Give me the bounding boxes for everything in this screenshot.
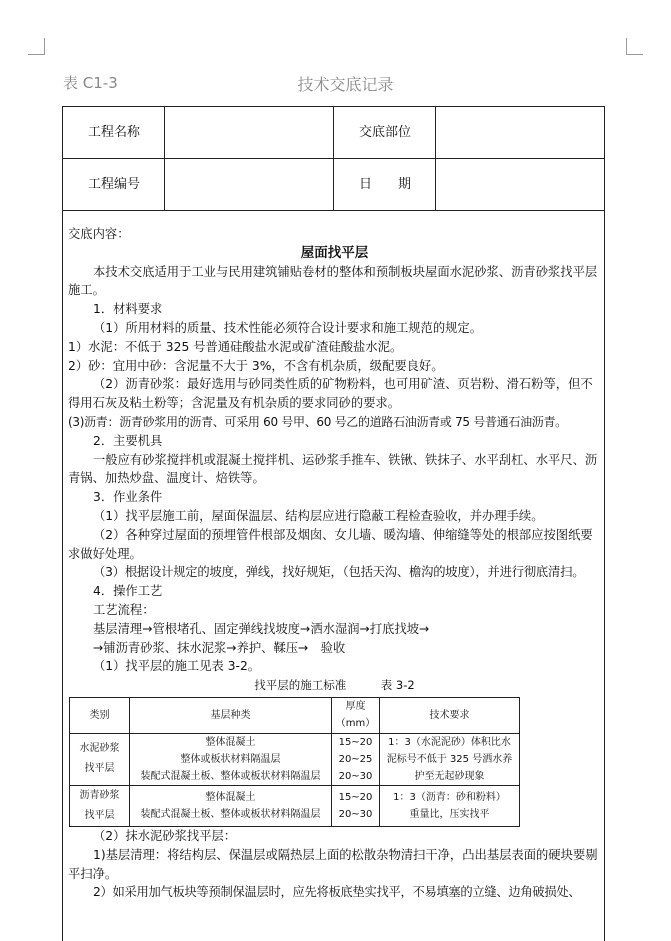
- paragraph: （1）找平层施工前，屋面保温层、结构层应进行隐蔽工程检查验收，并办理手续。: [93, 508, 544, 523]
- paragraph: 一般应有砂浆搅拌机或混凝土搅拌机、运砂浆手推车、铁锹、铁抹子、水平刮杠、水平尺、沥青锅、加热炒盘、温度计、焙铁等。: [68, 452, 598, 486]
- paragraph: （3）根据设计规定的坡度，弹线，找好规矩，（包括天沟、檐沟的坡度），并进行彻底清扫。: [93, 565, 585, 580]
- crop-mark-top-right: [626, 38, 643, 55]
- table-caption: 找平层的施工标准 表 3-2: [254, 678, 415, 693]
- paragraph: 1）水泥：不低于 325 号普通硅酸盐水泥或矿渣硅酸盐水泥。: [68, 339, 403, 354]
- requirement-cell: 1：3（沥青：砂和粉料）重量比，压实找平: [380, 785, 520, 826]
- paragraph: 1)基层清理：将结构层、保温层或隔热层上面的松散杂物清扫干净，凸出基层表面的硬块要剔平扫净。: [68, 847, 598, 881]
- form-title: 技术交底记录: [297, 75, 394, 94]
- base-type-cell: 整体混凝土 装配式混凝土板、整体或板状材料隔温层: [130, 785, 332, 826]
- table-row: [70, 733, 520, 785]
- heading-equipment: 2．主要机具: [93, 433, 163, 448]
- paragraph: （1）找平层的施工见表 3-2。: [93, 659, 261, 674]
- category-cell: 沥青砂浆找平层: [70, 785, 130, 826]
- process-flow-label: 工艺流程：: [93, 602, 155, 617]
- table-header-row: [70, 697, 520, 733]
- thickness-cell: 15~20 20~30: [332, 785, 380, 826]
- table-header: 厚度（mm）: [332, 697, 380, 733]
- paragraph: （2）抹水泥砂浆找平层：: [93, 828, 237, 843]
- paragraph: 2）如采用加气板块等预制保温层时，应先将板底垫实找平，不易填塞的立缝、边角破损处、: [93, 885, 581, 900]
- heading-materials: 1．材料要求: [93, 302, 163, 317]
- crop-mark-top-left: [28, 38, 45, 55]
- paragraph: （1）所用材料的质量、技术性能必须符合设计要求和施工规范的规定。: [93, 320, 483, 335]
- process-flow-line-2: →铺沥青砂浆、抹水泥浆→养护、鞣压→ 验收: [93, 640, 346, 655]
- project-name-label: 工程名称: [88, 125, 141, 140]
- base-type-cell: 整体混凝土 整体或板状材料隔温层 装配式混凝土板、整体或板状材料隔温层: [130, 733, 332, 785]
- disclosure-content: [68, 225, 601, 902]
- table-header: 类别: [70, 697, 130, 733]
- leveling-standard-table: [69, 697, 520, 827]
- paragraph: 2）砂：宜用中砂：含泥量不大于 3%，不含有机杂质，级配要良好。: [68, 358, 444, 373]
- record-form: [62, 106, 605, 941]
- category-cell: 水泥砂浆找平层: [70, 733, 130, 785]
- heading-conditions: 3．作业条件: [93, 490, 163, 505]
- paragraph: （2）各种穿过屋面的预埋管件根部及烟囱、女儿墙、暖沟墙、伸缩缝等处的根部应按图纸要求做好处理。: [68, 527, 593, 561]
- date-label: 日 期: [359, 177, 412, 192]
- thickness-cell: 15~20 20~25 20~30: [332, 733, 380, 785]
- location-label: 交底部位: [359, 125, 412, 140]
- paragraph: (3)沥青：沥青砂浆用的沥青、可采用 60 号甲、60 号乙的道路石油沥青或 75 号普通石油沥青。: [68, 414, 567, 429]
- intro-label: 交底内容：: [68, 227, 130, 241]
- process-flow-line-1: 基层清理→管根堵孔、固定弹线找坡度→洒水湿润→打底找坡→: [93, 621, 430, 636]
- paragraph: 本技术交底适用于工业与民用建筑铺贴卷材的整体和预制板块屋面水泥砂浆、沥青砂浆找平层施工。: [68, 264, 598, 298]
- paragraph: （2）沥青砂浆：最好选用与砂同类性质的矿物粉料，也可用矿渣、页岩粉、滑石粉等，但不得用石灰及粘土粉等；含泥量及有机杂质的要求同砂的要求。: [68, 377, 593, 411]
- section-title: 屋面找平层: [300, 244, 369, 261]
- form-code: 表 C1-3: [63, 74, 118, 92]
- table-header: 基层种类: [130, 697, 332, 733]
- project-no-label: 工程编号: [88, 177, 141, 192]
- requirement-cell: 1：3（水泥泥砂）体积比水泥标号不低于 325 号洒水养护至无起砂现象: [380, 733, 520, 785]
- table-row: [70, 785, 520, 826]
- table-header: 技术要求: [380, 697, 520, 733]
- heading-process: 4．操作工艺: [93, 584, 163, 599]
